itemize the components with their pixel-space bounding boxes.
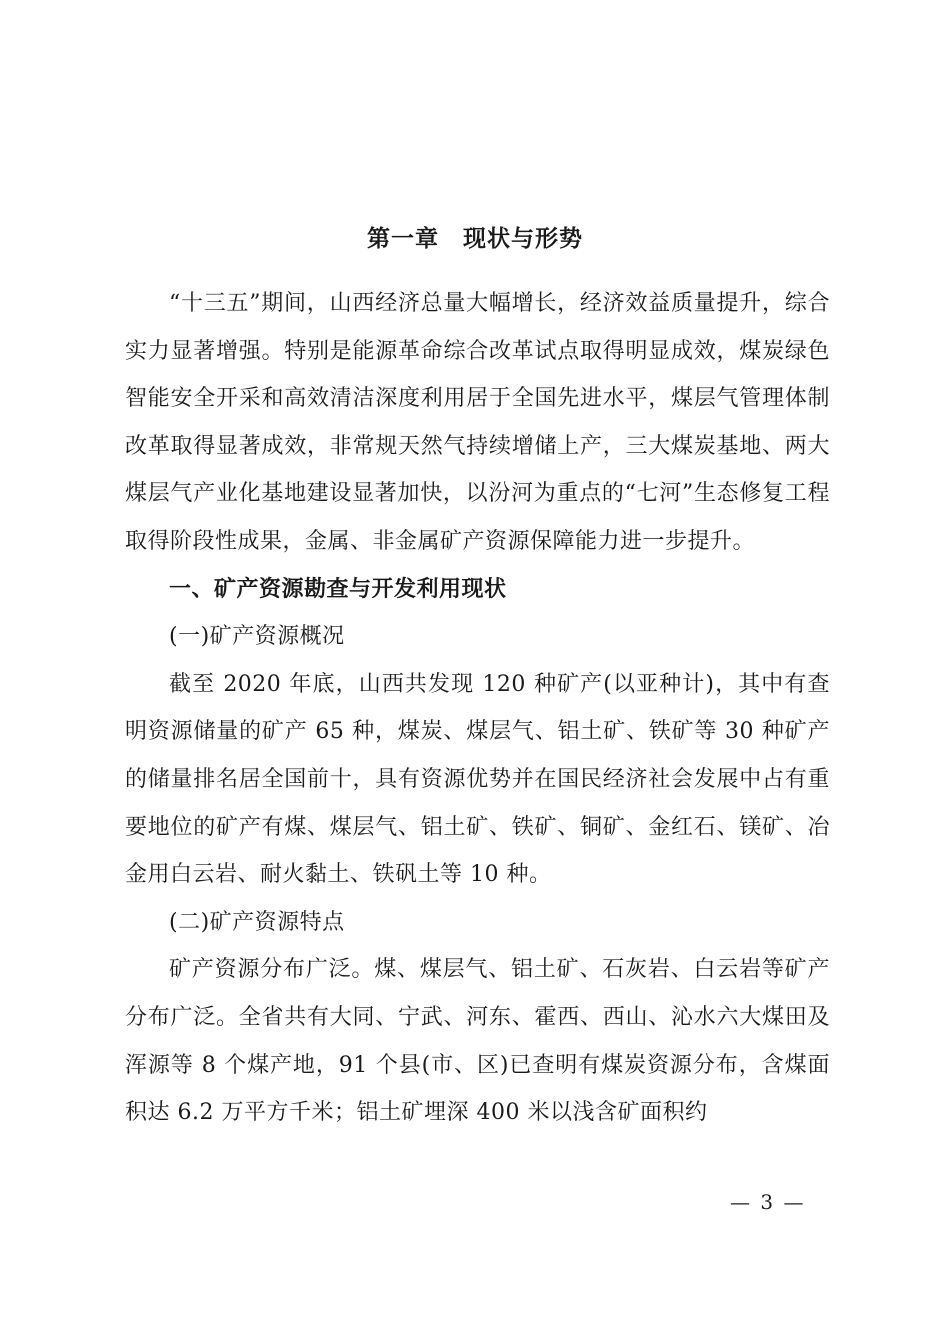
page-content: [125, 280, 830, 1137]
body-paragraph: 截至 2020 年底，山西共发现 120 种矿产(以亚种计)，其中有查明资源储量的矿产 65 种，煤炭、煤层气、铝土矿、铁矿等 30 种矿产的储量排名居全国前十，具有资源优势并在国民经济社会发展中占有重要地位的矿产有煤、煤层气、铝土矿、铁矿、铜矿、金红石、镁矿、冶金用白云岩、耐火黏土、铁矾土等 10 种。: [125, 671, 830, 888]
subsection-heading: (二)矿产资源特点: [169, 909, 345, 935]
page-number: — 3 —: [730, 1190, 806, 1214]
chapter-title: 第一章 现状与形势: [367, 226, 583, 252]
subsection-heading: (一)矿产资源概况: [169, 624, 345, 650]
section-heading: 一、矿产资源勘查与开发利用现状: [169, 576, 507, 602]
intro-paragraph: “十三五”期间，山西经济总量大幅增长，经济效益质量提升，综合实力显著增强。特别是能源革命综合改革试点取得明显成效，煤炭绿色智能安全开采和高效清洁深度利用居于全国先进水平，煤层气管理体制改革取得显著成效，非常规天然气持续增储上产，三大煤炭基地、两大煤层气产业化基地建设显著加快，以汾河为重点的“七河”生态修复工程取得阶段性成果，金属、非金属矿产资源保障能力进一步提升。: [125, 291, 830, 554]
body-paragraph: 矿产资源分布广泛。煤、煤层气、铝土矿、石灰岩、白云岩等矿产分布广泛。全省共有大同、宁武、河东、霍西、西山、沁水六大煤田及浑源等 8 个煤产地，91 个县(市、区)已查明有煤炭资源分布，含煤面积达 6.2 万平方千米；铝土矿埋深 400 米以浅含矿面积约: [125, 957, 830, 1126]
